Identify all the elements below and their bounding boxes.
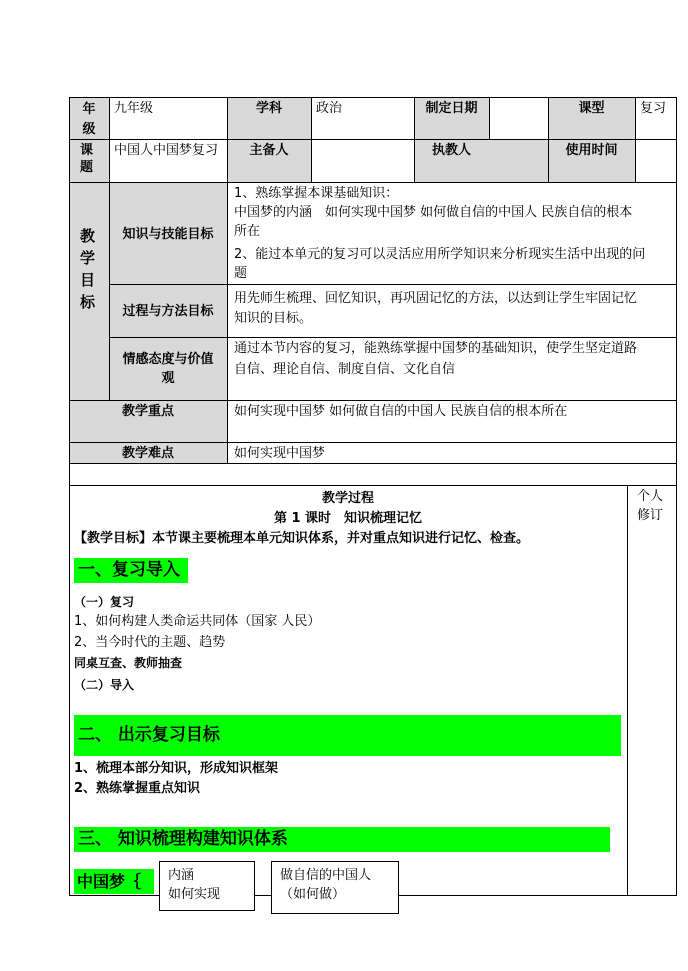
check-label: 同桌互查、教师抽查 <box>74 656 183 670</box>
topic-label: 课题 <box>80 143 94 175</box>
sub2-label: （二）导入 <box>74 678 135 692</box>
section2-heading-text: 二、 出示复习目标 <box>78 725 220 745</box>
knowledge-label: 知识与技能目标 <box>122 227 214 242</box>
subject-label: 学科 <box>255 101 282 116</box>
goals-section-label: 教学目标 <box>80 227 96 311</box>
review-goal: 2、熟练掌握重点知识 <box>74 781 201 796</box>
review-item: 2、当今时代的主题、趋势 <box>74 635 226 650</box>
section3-heading-text: 三、 知识梳理构建知识体系 <box>78 829 288 849</box>
revise-label-line: 修订 <box>637 508 664 523</box>
emotion-label-line: 观 <box>161 371 175 386</box>
dream-content-line: 内涵 <box>168 868 195 883</box>
process-objective: 【教学目标】本节课主要梳理本单元知识体系，并对重点知识进行记忆、检查。 <box>74 531 530 546</box>
revise-label-line: 个人 <box>637 489 664 504</box>
process-label: 过程与方法目标 <box>122 304 214 319</box>
process-subtitle: 第 1 课时 知识梳理记忆 <box>273 511 423 526</box>
knowledge-line: 2、能过本单元的复习可以灵活应用所学知识来分析现实生活中出现的问 <box>234 247 646 262</box>
grade-value: 九年级 <box>114 101 154 116</box>
knowledge-line: 所在 <box>234 224 261 239</box>
confident-line: 做自信的中国人 <box>280 868 372 883</box>
dream-label-box <box>74 869 154 894</box>
date-label: 制定日期 <box>425 101 478 116</box>
knowledge-line: 1、熟练掌握本课基础知识： <box>234 186 399 201</box>
type-value: 复习 <box>640 101 667 116</box>
subject-value: 政治 <box>316 101 343 116</box>
type-label: 课型 <box>578 101 605 116</box>
knowledge-line: 中国梦的内涵 如何实现中国梦 如何做自信的中国人 民族自信的根本 <box>234 205 633 220</box>
dream-content-box <box>159 861 255 911</box>
confident-box <box>271 861 399 914</box>
emotion-label-line: 情感态度与价值 <box>122 352 214 367</box>
dream-label: 中国梦｛ <box>77 872 142 891</box>
process-line: 用先师生梳理、回忆知识，再巩固记忆的方法，以达到让学生牢固记忆 <box>234 291 638 306</box>
time-label: 使用时间 <box>565 143 618 158</box>
review-goal: 1、梳理本部分知识，形成知识框架 <box>74 761 279 776</box>
section1-heading <box>74 558 188 583</box>
revise-label <box>637 488 663 524</box>
grade-label: 年级 <box>82 102 96 137</box>
emotion-label <box>109 351 227 387</box>
confident-line: （如何做） <box>280 887 346 902</box>
emotion-line: 通过本节内容的复习，能熟练掌握中国梦的基础知识，使学生坚定道路 <box>234 341 638 356</box>
difficulties-label: 教学难点 <box>121 446 174 461</box>
knowledge-line: 题 <box>234 266 248 281</box>
emotion-line: 自信、理论自信、制度自信、文化自信 <box>234 362 456 377</box>
process-line: 知识的目标。 <box>234 311 313 326</box>
teacher-label: 执教人 <box>431 143 471 158</box>
preparer-label: 主备人 <box>249 143 289 158</box>
review-item: 1、如何构建人类命运共同体（国家 人民） <box>74 614 321 629</box>
key-points-label: 教学重点 <box>121 404 174 419</box>
difficulties-value: 如何实现中国梦 <box>234 446 326 461</box>
section3-heading <box>74 827 610 852</box>
section1-heading-text: 一、复习导入 <box>78 560 180 580</box>
key-points-value: 如何实现中国梦 如何做自信的中国人 民族自信的根本所在 <box>234 404 568 419</box>
topic-value: 中国人中国梦复习 <box>114 143 219 158</box>
section2-heading <box>74 715 621 756</box>
process-title: 教学过程 <box>321 491 374 506</box>
dream-content-line: 如何实现 <box>168 887 221 902</box>
sub1-label: （一）复习 <box>74 595 135 609</box>
